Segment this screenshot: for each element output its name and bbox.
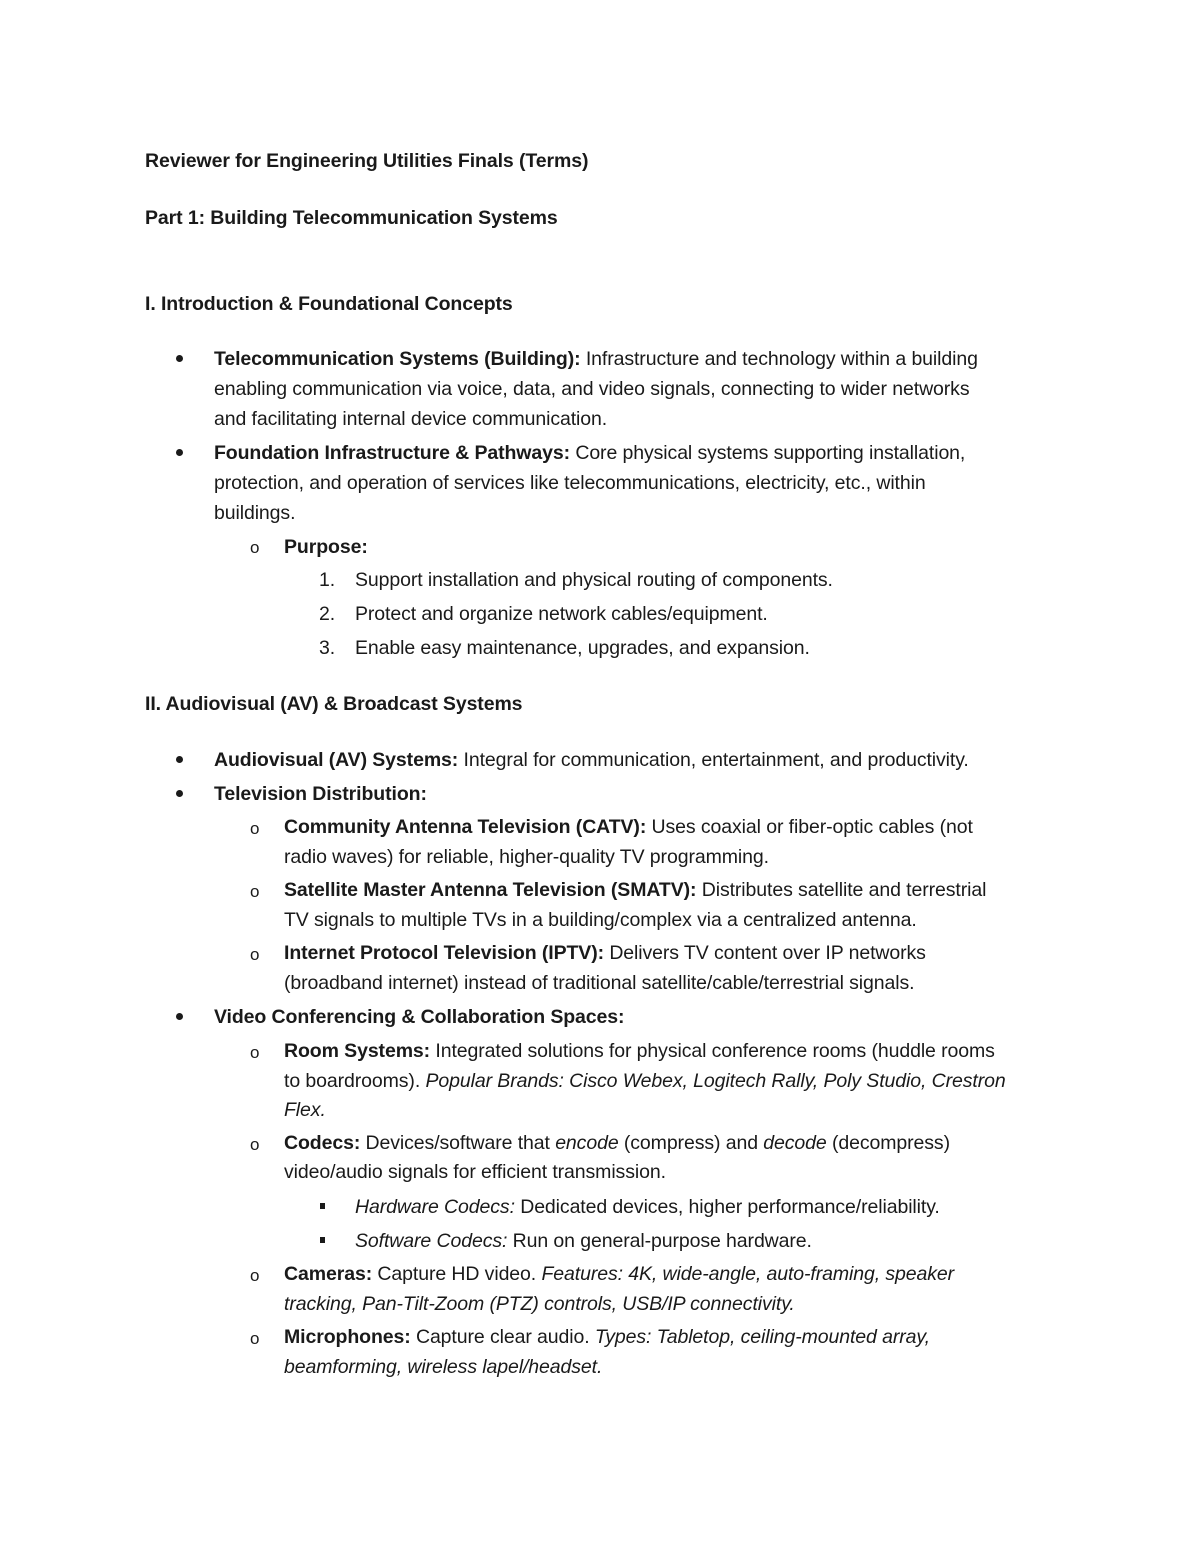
- term-label: Video Conferencing & Collaboration Spaces:: [214, 1006, 625, 1028]
- list-item: [284, 938, 926, 968]
- features-text: tracking, Pan-Tilt-Zoom (PTZ) controls, USB/IP connectivity.: [284, 1293, 795, 1315]
- brands-text: Flex.: [284, 1099, 326, 1121]
- list-item: [284, 1128, 950, 1158]
- bullet-icon: [176, 790, 183, 797]
- definition-text: video/audio signals for efficient transmission.: [284, 1161, 666, 1183]
- definition-text: Distributes satellite and terrestrial: [696, 879, 987, 901]
- circle-bullet-icon: o: [250, 882, 260, 901]
- term-label: Codecs:: [284, 1132, 361, 1154]
- circle-bullet-icon: o: [250, 819, 260, 838]
- definition-text: and facilitating internal device communication.: [214, 408, 608, 430]
- list-item: [214, 745, 969, 775]
- definition-text: (decompress): [826, 1132, 950, 1154]
- section-2-heading: II. Audiovisual (AV) & Broadcast Systems: [145, 693, 523, 715]
- list-item: [284, 812, 973, 842]
- term-label: Community Antenna Television (CATV):: [284, 816, 647, 838]
- term-label: Software Codecs:: [355, 1230, 508, 1252]
- term-label: Television Distribution:: [214, 783, 427, 805]
- definition-text: Integrated solutions for physical conference rooms (huddle rooms: [430, 1040, 995, 1062]
- definition-text: TV signals to multiple TVs in a building/complex via a centralized antenna.: [284, 909, 917, 931]
- section-1-heading: I. Introduction & Foundational Concepts: [145, 293, 513, 315]
- purpose-label: Purpose:: [284, 536, 368, 558]
- definition-text: [284, 1066, 1006, 1096]
- square-bullet-icon: [320, 1203, 325, 1209]
- emphasis-text: decode: [763, 1132, 827, 1154]
- definition-text: radio waves) for reliable, higher-quality TV programming.: [284, 846, 769, 868]
- bullet-icon: [176, 355, 183, 362]
- term-label: Telecommunication Systems (Building):: [214, 348, 581, 370]
- list-item: [284, 1036, 995, 1066]
- term-label: Audiovisual (AV) Systems:: [214, 749, 459, 771]
- definition-text: (broadband internet) instead of traditional satellite/cable/terrestrial signals.: [284, 972, 915, 994]
- numbered-item-text: Support installation and physical routing of components.: [355, 569, 833, 591]
- term-label: Hardware Codecs:: [355, 1196, 515, 1218]
- definition-text: protection, and operation of services like telecommunications, electricity, etc., within: [214, 472, 926, 494]
- definition-text: Infrastructure and technology within a building: [580, 348, 978, 370]
- list-item: [355, 1226, 812, 1256]
- types-text: beamforming, wireless lapel/headset.: [284, 1356, 603, 1378]
- term-label: Satellite Master Antenna Television (SMATV):: [284, 879, 697, 901]
- definition-text: Core physical systems supporting installation,: [570, 442, 966, 464]
- numbered-item-marker: 2.: [319, 603, 336, 625]
- definition-text: enabling communication via voice, data, and video signals, connecting to wider networks: [214, 378, 970, 400]
- circle-bullet-icon: o: [250, 945, 260, 964]
- definition-text: Capture clear audio.: [410, 1326, 595, 1348]
- brands-text: Popular Brands: Cisco Webex, Logitech Rally, Poly Studio, Crestron: [425, 1070, 1006, 1092]
- features-text: Features: 4K, wide-angle, auto-framing, speaker: [541, 1263, 955, 1285]
- document-title: Reviewer for Engineering Utilities Finals (Terms): [145, 150, 589, 172]
- definition-text: Uses coaxial or fiber-optic cables (not: [646, 816, 973, 838]
- circle-bullet-icon: o: [250, 538, 260, 557]
- term-label: Cameras:: [284, 1263, 373, 1285]
- types-text: Types: Tabletop, ceiling-mounted array,: [594, 1326, 930, 1348]
- numbered-item-marker: 1.: [319, 569, 336, 591]
- list-item: [284, 1322, 930, 1352]
- definition-text: Dedicated devices, higher performance/reliability.: [514, 1196, 940, 1218]
- definition-text: Devices/software that: [360, 1132, 556, 1154]
- definition-text: Run on general-purpose hardware.: [507, 1230, 812, 1252]
- numbered-item-text: Protect and organize network cables/equipment.: [355, 603, 768, 625]
- definition-text: (compress) and: [618, 1132, 764, 1154]
- definition-text: Integral for communication, entertainment, and productivity.: [458, 749, 969, 771]
- term-label: Room Systems:: [284, 1040, 431, 1062]
- emphasis-text: encode: [555, 1132, 619, 1154]
- list-item: [355, 1192, 940, 1222]
- circle-bullet-icon: o: [250, 1043, 260, 1062]
- list-item: [284, 875, 986, 905]
- definition-text: Capture HD video.: [372, 1263, 542, 1285]
- bullet-icon: [176, 449, 183, 456]
- term-label: Internet Protocol Television (IPTV):: [284, 942, 604, 964]
- circle-bullet-icon: o: [250, 1329, 260, 1348]
- numbered-item-marker: 3.: [319, 637, 336, 659]
- circle-bullet-icon: o: [250, 1266, 260, 1285]
- definition-text: Delivers TV content over IP networks: [604, 942, 926, 964]
- numbered-item-text: Enable easy maintenance, upgrades, and expansion.: [355, 637, 810, 659]
- circle-bullet-icon: o: [250, 1135, 260, 1154]
- list-item: [214, 438, 965, 468]
- list-item: [284, 1259, 954, 1289]
- definition-text: to boardrooms).: [284, 1070, 426, 1092]
- definition-text: buildings.: [214, 502, 296, 524]
- part-heading: Part 1: Building Telecommunication Systems: [145, 207, 558, 229]
- bullet-icon: [176, 756, 183, 763]
- term-label: Foundation Infrastructure & Pathways:: [214, 442, 571, 464]
- term-label: Microphones:: [284, 1326, 411, 1348]
- square-bullet-icon: [320, 1237, 325, 1243]
- bullet-icon: [176, 1013, 183, 1020]
- list-item: [214, 344, 978, 374]
